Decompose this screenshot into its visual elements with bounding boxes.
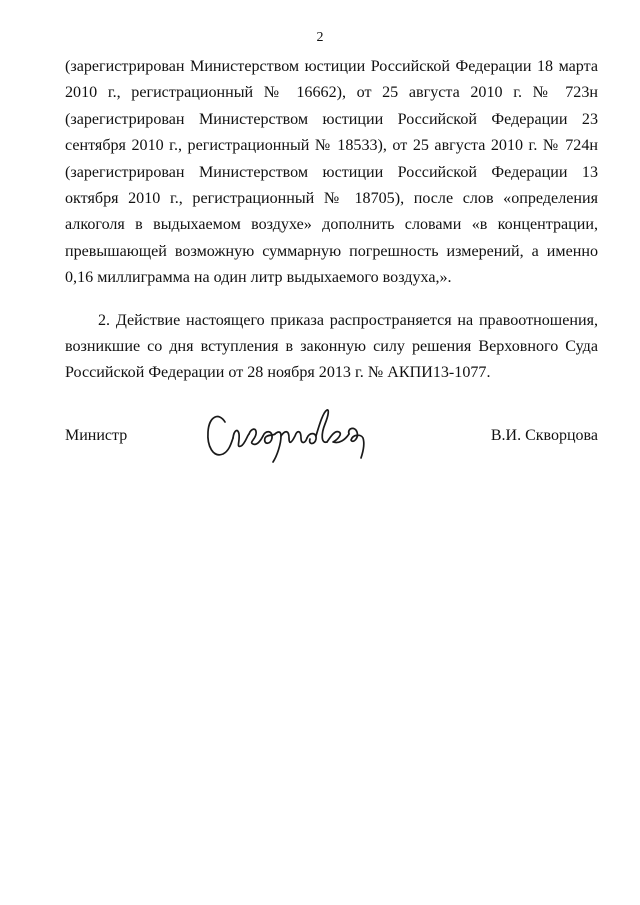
document-body <box>65 54 598 387</box>
position-title: Министр <box>65 427 128 444</box>
handwritten-signature <box>203 400 383 470</box>
paragraph-effect: 2. Действие настоящего приказа распространяется на правоотношения, возникшие со дня вступления в законную силу решения Верховного Суда Российской Федерации от 28 ноября 2013 г. № АКПИ13-1077. <box>65 311 598 382</box>
paragraph-amendment: (зарегистрирован Министерством юстиции Российской Федерации 18 марта 2010 г., регистрационный № 16662), от 25 августа 2010 г. № 723н (зарегистрирован Министерством юстиции Российской Федерации 23 сентября 2010 г., регистрационный № 18533), от 25 августа 2010 г. № 724н (зарегистрирован Министерством юстиции Российской Федерации 13 октября 2010 г., регистрационный № 18705), после слов «определения алкоголя в выдыхаемом воздухе» дополнить словами «в концентрации, превышающей возможную суммарную погрешность измерений, а именно 0,16 миллиграмма на один литр выдыхаемого воздуха,». <box>65 58 598 287</box>
signer-name: В.И. Скворцова <box>490 427 598 444</box>
page-number: 2 <box>316 30 324 45</box>
signature-block <box>65 400 598 470</box>
